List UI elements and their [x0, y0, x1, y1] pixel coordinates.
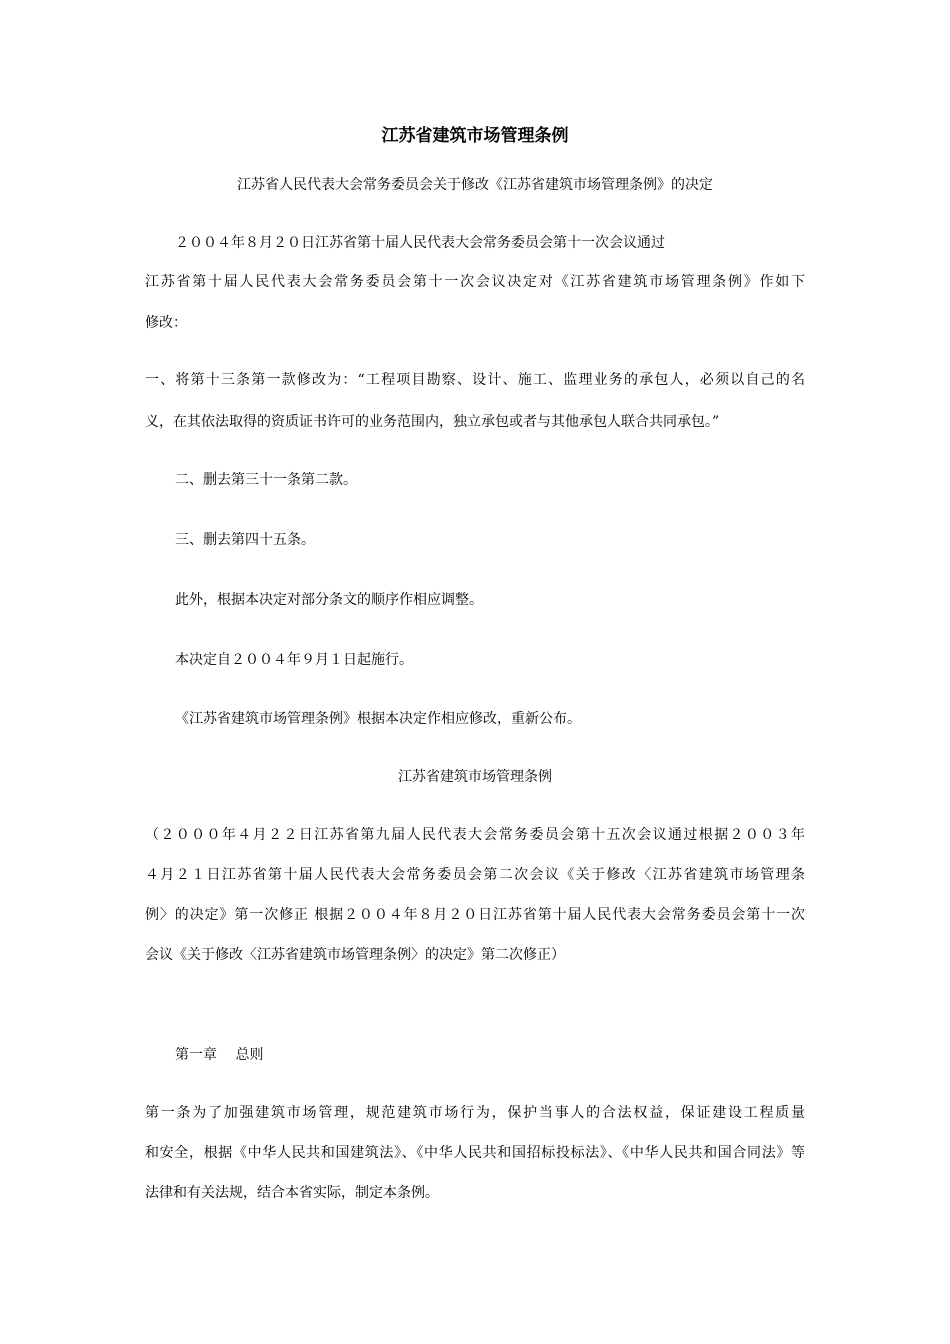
adoption-line: ２００４年８月２０日江苏省第十届人民代表大会常务委员会第十一次会议通过: [175, 235, 665, 251]
amendment-1-line-2: 义，在其依法取得的资质证书许可的业务范围内，独立承包或者与其他承包人联合共同承包。”: [145, 414, 720, 430]
article-1-line-1: 第一条为了加强建筑市场管理，规范建筑市场行为，保护当事人的合法权益，保证建设工程质量: [145, 1105, 805, 1121]
amendment-1-line-1: 一、将第十三条第一款修改为：“工程项目勘察、设计、施工、监理业务的承包人，必须以自己的名: [145, 372, 805, 388]
republish-note: 《江苏省建筑市场管理条例》根据本决定作相应修改，重新公布。: [175, 711, 581, 727]
article-1-line-3: 法律和有关法规，结合本省实际，制定本条例。: [145, 1185, 439, 1201]
history-line-3: 例〉的决定》第一次修正 根据２００４年８月２０日江苏省第十届人民代表大会常务委员会第十一次: [145, 907, 805, 923]
effective-date: 本决定自２００４年９月１日起施行。: [175, 652, 413, 668]
history-line-1: （２０００年４月２２日江苏省第九届人民代表大会常务委员会第十五次会议通过根据２００３年: [145, 827, 805, 843]
document-title: 江苏省建筑市场管理条例: [381, 126, 569, 146]
intro-line-1: 江苏省第十届人民代表大会常务委员会第十一次会议决定对《江苏省建筑市场管理条例》作如下: [145, 274, 805, 290]
history-line-2: ４月２１日江苏省第十届人民代表大会常务委员会第二次会议《关于修改〈江苏省建筑市场管理条: [145, 867, 805, 883]
article-1-line-2: 和安全，根据《中华人民共和国建筑法》、《中华人民共和国招标投标法》、《中华人民共和国合同法》等: [145, 1145, 805, 1161]
history-line-4: 会议《关于修改〈江苏省建筑市场管理条例〉的决定》第二次修正）: [145, 947, 565, 963]
decision-subtitle: 江苏省人民代表大会常务委员会关于修改《江苏省建筑市场管理条例》的决定: [237, 177, 713, 193]
regulation-title: 江苏省建筑市场管理条例: [398, 769, 552, 785]
amendment-2: 二、删去第三十一条第二款。: [175, 472, 357, 488]
intro-line-2: 修改：: [145, 315, 187, 331]
chapter-1-heading: 第一章 总则: [175, 1047, 264, 1063]
amendment-3: 三、删去第四十五条。: [175, 532, 315, 548]
adjustment-note: 此外，根据本决定对部分条文的顺序作相应调整。: [175, 592, 483, 608]
